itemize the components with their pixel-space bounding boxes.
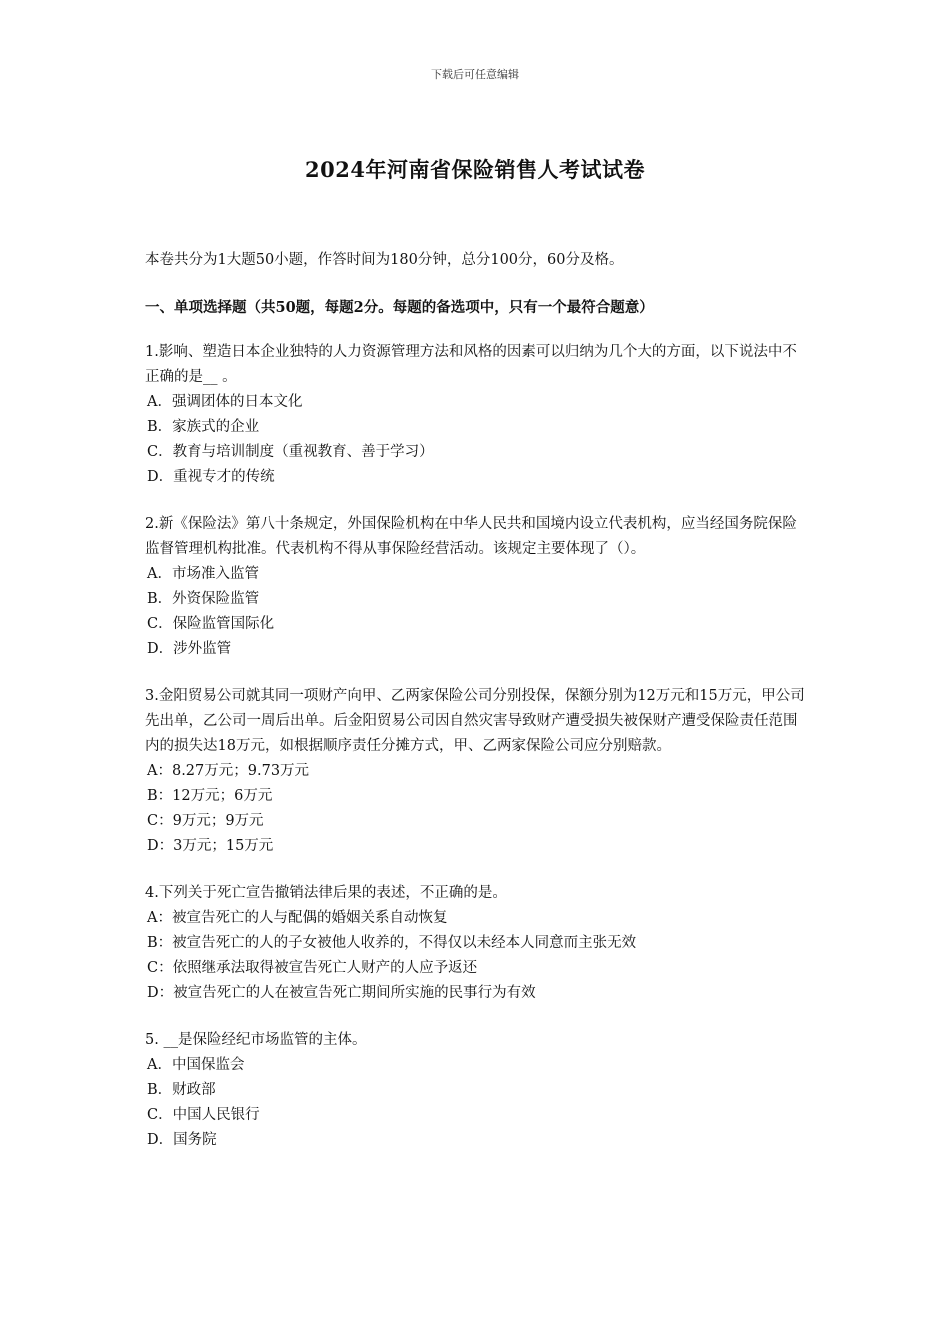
option-d: D：3万元；15万元 bbox=[147, 838, 274, 854]
exam-intro: 本卷共分为1大题50小题，作答时间为180分钟，总分100分，60分及格。 bbox=[145, 252, 624, 268]
question-4 bbox=[145, 881, 810, 1006]
option-d: D．重视专才的传统 bbox=[147, 469, 275, 485]
question-2 bbox=[145, 512, 810, 662]
question-stem: 4.下列关于死亡宣告撤销法律后果的表述，不正确的是。 bbox=[145, 885, 507, 901]
option-b: B．外资保险监管 bbox=[147, 591, 260, 607]
option-list bbox=[145, 1053, 810, 1153]
option-d: D：被宣告死亡的人在被宣告死亡期间所实施的民事行为有效 bbox=[147, 985, 536, 1001]
question-stem: 2.新《保险法》第八十条规定，外国保险机构在中华人民共和国境内设立代表机构，应当经国务院保险监督管理机构批准。代表机构不得从事保险经营活动。该规定主要体现了（）。 bbox=[145, 516, 797, 557]
page-title: 2024年河南省保险销售人考试试卷 bbox=[305, 157, 645, 182]
option-c: C：依照继承法取得被宣告死亡人财产的人应予返还 bbox=[147, 960, 478, 976]
option-c: C．保险监管国际化 bbox=[147, 616, 275, 632]
option-d: D．国务院 bbox=[147, 1132, 217, 1148]
question-stem: 1.影响、塑造日本企业独特的人力资源管理方法和风格的因素可以归纳为几个大的方面，以下说法中不正确的是__ 。 bbox=[145, 344, 797, 385]
option-c: C．教育与培训制度（重视教育、善于学习） bbox=[147, 444, 434, 460]
option-a: A．中国保监会 bbox=[147, 1057, 245, 1073]
document-body bbox=[145, 248, 810, 1175]
option-a: A：被宣告死亡的人与配偶的婚姻关系自动恢复 bbox=[147, 910, 448, 926]
question-5 bbox=[145, 1028, 810, 1153]
option-a: A：8.27万元；9.73万元 bbox=[147, 763, 310, 779]
option-c: C．中国人民银行 bbox=[147, 1107, 260, 1123]
option-b: B．财政部 bbox=[147, 1082, 216, 1098]
question-stem: 3.金阳贸易公司就其同一项财产向甲、乙两家保险公司分别投保，保额分别为12万元和15万元，甲公司先出单，乙公司一周后出单。后金阳贸易公司因自然灾害导致财产遭受损失被保财产遭受保险责任范围内的损失达18万元，如根据顺序责任分摊方式，甲、乙两家保险公司应分别赔款。 bbox=[145, 688, 805, 754]
option-b: B：12万元；6万元 bbox=[147, 788, 273, 804]
option-a: A．强调团体的日本文化 bbox=[147, 394, 303, 410]
option-list bbox=[145, 906, 810, 1006]
option-c: C：9万元；9万元 bbox=[147, 813, 264, 829]
question-stem: 5. __是保险经纪市场监管的主体。 bbox=[145, 1032, 367, 1048]
question-1 bbox=[145, 340, 810, 490]
section-heading: 一、单项选择题（共50题，每题2分。每题的备选项中，只有一个最符合题意） bbox=[145, 299, 654, 316]
option-list bbox=[145, 759, 810, 859]
option-b: B．家族式的企业 bbox=[147, 419, 260, 435]
option-b: B：被宣告死亡的人的子女被他人收养的，不得仅以未经本人同意而主张无效 bbox=[147, 935, 637, 951]
header-note: 下载后可任意编辑 bbox=[431, 68, 519, 81]
option-d: D．涉外监管 bbox=[147, 641, 232, 657]
option-a: A．市场准入监管 bbox=[147, 566, 259, 582]
option-list bbox=[145, 562, 810, 662]
question-3 bbox=[145, 684, 810, 859]
option-list bbox=[145, 390, 810, 490]
